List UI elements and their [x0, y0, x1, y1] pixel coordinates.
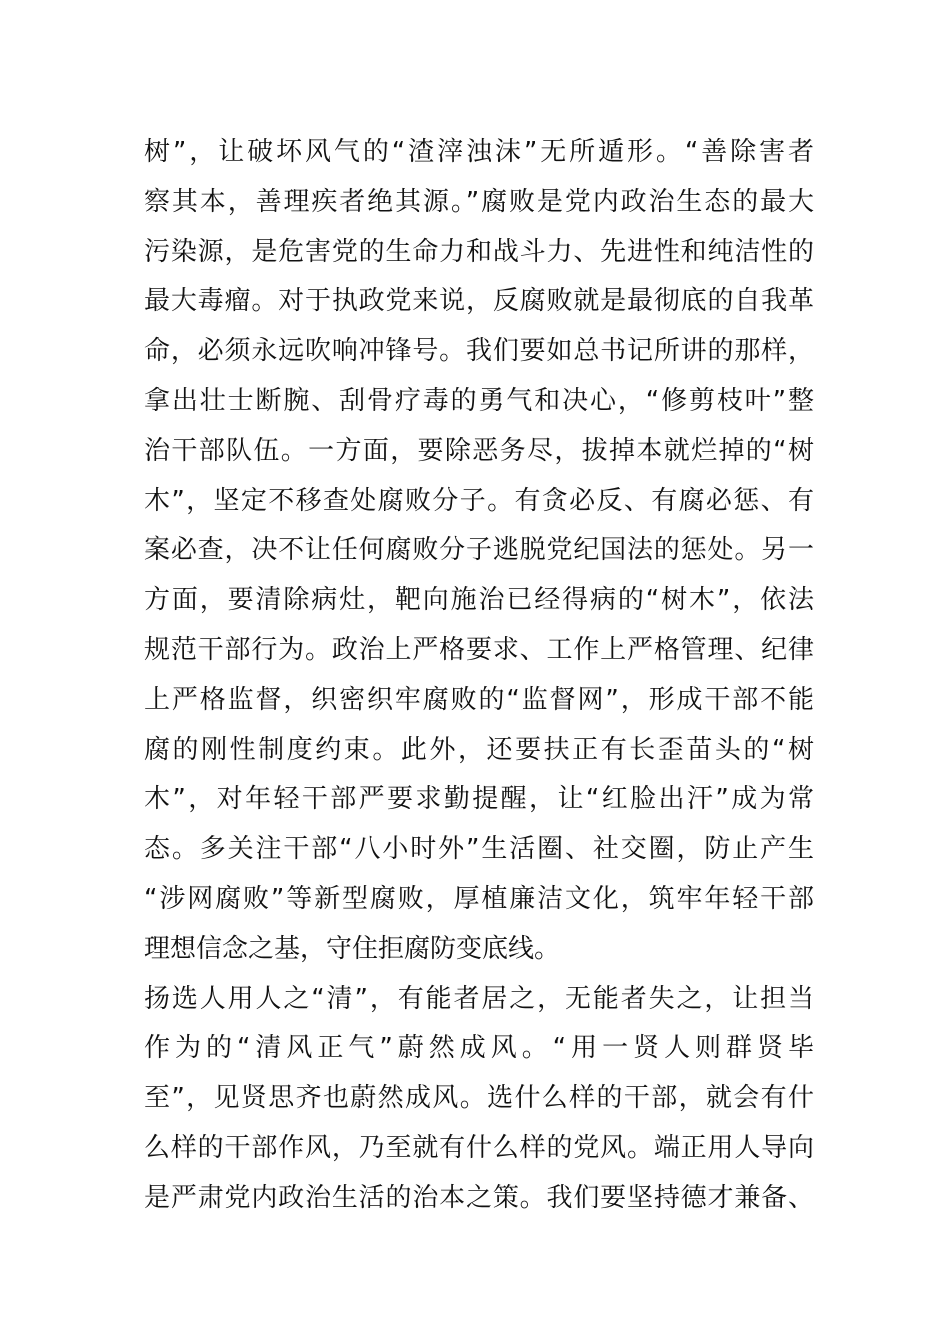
text-line: 察其本，善理疾者绝其源。”腐败是党内政治生态的最大: [144, 186, 814, 217]
text-line: 上严格监督，织密织牢腐败的“监督网”，形成干部不能: [144, 684, 814, 715]
text-line: 树”，让破坏风气的“渣滓浊沫”无所遁形。“善除害者: [144, 137, 814, 167]
paragraph-end-line: 理想信念之基，守住拒腐防变底线。: [144, 933, 561, 964]
text-line: 么样的干部作风，乃至就有什么样的党风。端正用人导向: [144, 1132, 814, 1163]
text-line: 至”，见贤思齐也蔚然成风。选什么样的干部，就会有什: [144, 1083, 814, 1114]
text-line: 木”，坚定不移查处腐败分子。有贪必反、有腐必惩、有: [144, 485, 814, 516]
text-line: 态。多关注干部“八小时外”生活圈、社交圈，防止产生: [144, 834, 814, 865]
text-line: 规范干部行为。政治上严格要求、工作上严格管理、纪律: [144, 634, 814, 665]
text-line: 作为的“清风正气”蔚然成风。“用一贤人则群贤毕: [144, 1033, 814, 1064]
text-line: 腐的刚性制度约束。此外，还要扶正有长歪苗头的“树: [144, 734, 814, 765]
text-line: 是严肃党内政治生活的治本之策。我们要坚持德才兼备、: [144, 1182, 814, 1213]
text-line: 污染源，是危害党的生命力和战斗力、先进性和纯洁性的: [144, 236, 814, 267]
text-line: 最大毒瘤。对于执政党来说，反腐败就是最彻底的自我革: [144, 286, 814, 317]
text-line: “涉网腐败”等新型腐败，厚植廉洁文化，筑牢年轻干部: [144, 883, 814, 914]
body-text: [144, 128, 814, 1224]
text-line: 治干部队伍。一方面，要除恶务尽，拔掉本就烂掉的“树: [144, 435, 814, 466]
text-line: 命，必须永远吹响冲锋号。我们要如总书记所讲的那样，: [144, 336, 814, 367]
text-line: 木”，对年轻干部严要求勤提醒，让“红脸出汗”成为常: [144, 784, 814, 815]
paragraph-first-line: 扬选人用人之“清”，有能者居之，无能者失之，让担当: [144, 983, 814, 1014]
text-line: 案必查，决不让任何腐败分子逃脱党纪国法的惩处。另一: [144, 535, 814, 566]
text-line: 方面，要清除病灶，靶向施治已经得病的“树木”，依法: [144, 585, 814, 616]
text-line: 拿出壮士断腕、刮骨疗毒的勇气和决心，“修剪枝叶”整: [144, 385, 814, 416]
